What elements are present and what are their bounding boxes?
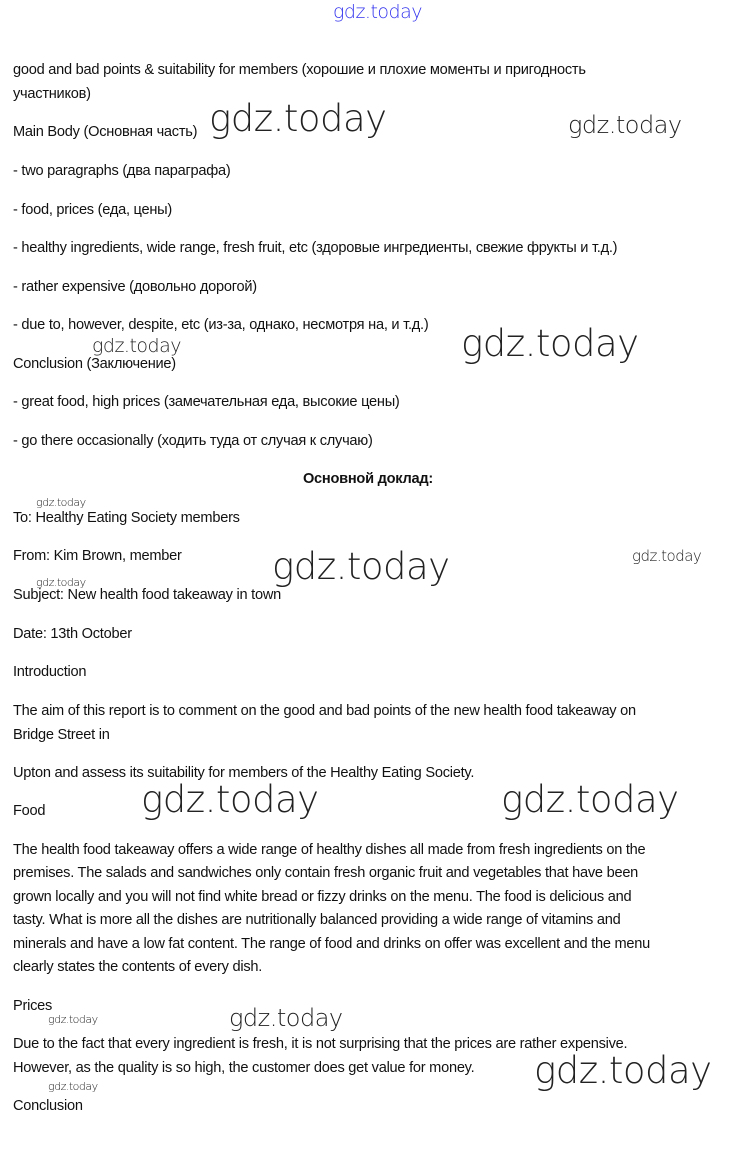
watermark-top: gdz.today [333, 1, 422, 23]
watermark: gdz.today [48, 1013, 98, 1026]
intro-line: The aim of this report is to comment on the good and bad points of the new health food takeaway on [13, 703, 636, 719]
outline-line: - due to, however, despite, etc (из-за, однако, несмотря на, и т.д.) [13, 317, 429, 333]
report-subject: Subject: New health food takeaway in town [13, 587, 282, 603]
section-heading-prices: Prices [13, 998, 53, 1014]
intro-line: Upton and assess its suitability for members of the Healthy Eating Society. [13, 765, 475, 781]
watermark: gdz.today [568, 111, 682, 139]
section-heading-food: Food [13, 803, 46, 819]
watermark: gdz.today [501, 778, 679, 821]
food-line: The health food takeaway offers a wide range of healthy dishes all made from fresh ingredients on the [13, 842, 646, 858]
outline-line: - rather expensive (довольно дорогой) [13, 279, 257, 295]
prices-line: Due to the fact that every ingredient is fresh, it is not surprising that the prices are rather expensive. [13, 1036, 628, 1052]
watermark: gdz.today [534, 1049, 712, 1092]
watermark: gdz.today [461, 322, 639, 365]
report-from: From: Kim Brown, member [13, 548, 182, 564]
outline-line: участников) [13, 86, 91, 102]
watermark: gdz.today [36, 576, 86, 589]
prices-line: However, as the quality is so high, the customer does get value for money. [13, 1060, 475, 1076]
outline-heading: Main Body (Основная часть) [13, 124, 198, 140]
watermark: gdz.today [632, 547, 702, 565]
watermark: gdz.today [229, 1004, 343, 1032]
report-date: Date: 13th October [13, 626, 132, 642]
food-line: clearly states the contents of every dish. [13, 959, 263, 975]
watermark: gdz.today [36, 496, 86, 509]
outline-line: - two paragraphs (два параграфа) [13, 163, 231, 179]
outline-line: - great food, high prices (замечательная еда, высокие цены) [13, 394, 400, 410]
outline-heading: Conclusion (Заключение) [13, 356, 176, 372]
outline-line: - healthy ingredients, wide range, fresh fruit, etc (здоровые ингредиенты, свежие фрукты и т.д.) [13, 240, 618, 256]
watermark: gdz.today [92, 335, 181, 357]
watermark: gdz.today [48, 1080, 98, 1093]
watermark: gdz.today [141, 778, 319, 821]
outline-line: - go there occasionally (ходить туда от случая к случаю) [13, 433, 373, 449]
food-line: grown locally and you will not find white bread or fizzy drinks on the menu. The food is delicious and [13, 889, 632, 905]
intro-line: Bridge Street in [13, 727, 110, 743]
food-line: minerals and have a low fat content. The range of food and drinks on offer was excellent and the menu [13, 936, 651, 952]
report-heading: Основной доклад: [302, 471, 434, 487]
food-line: premises. The salads and sandwiches only contain fresh organic fruit and vegetables that have been [13, 865, 639, 881]
report-to: To: Healthy Eating Society members [13, 510, 240, 526]
watermark: gdz.today [209, 97, 387, 140]
outline-line: good and bad points & suitability for members (хорошие и плохие моменты и пригодность [13, 62, 586, 78]
section-heading-conclusion: Conclusion [13, 1098, 83, 1114]
food-line: tasty. What is more all the dishes are nutritionally balanced providing a wide range of vitamins and [13, 912, 621, 928]
outline-line: - food, prices (еда, цены) [13, 202, 173, 218]
watermark: gdz.today [272, 545, 450, 588]
section-heading-introduction: Introduction [13, 664, 87, 680]
